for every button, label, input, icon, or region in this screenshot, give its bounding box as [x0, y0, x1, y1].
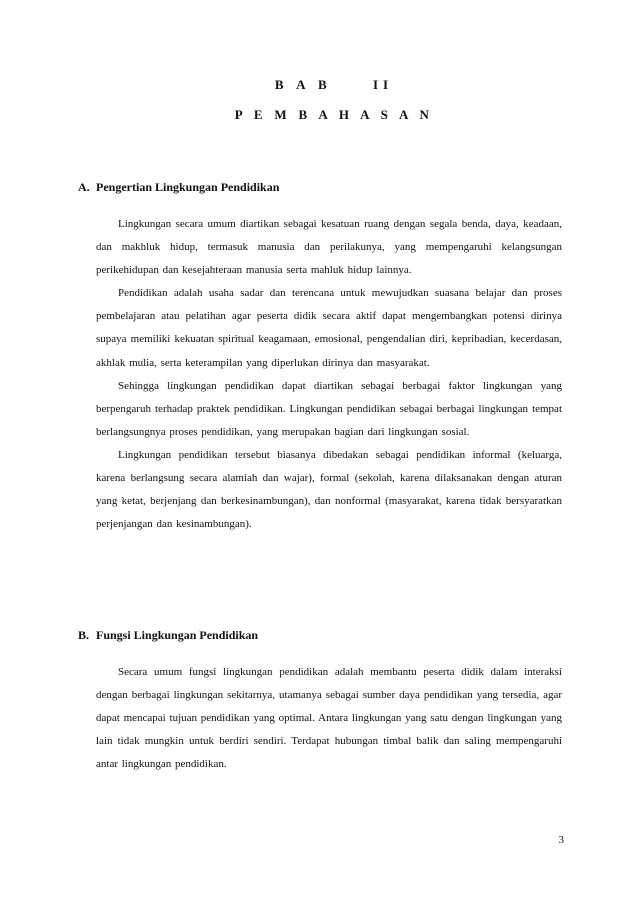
chapter-title: P E M B A H A S A N: [234, 107, 434, 122]
section-heading-text: Pengertian Lingkungan Pendidikan: [96, 180, 280, 194]
paragraph: Lingkungan secara umum diartikan sebagai kesatuan ruang dengan segala benda, daya, keadaan, dan makhluk hidup, termasuk manusia dan perilakunya, yang mempengaruhi kelangsungan perikehidupan dan kesejahteraan manusia serta mahluk hidup lainnya.: [96, 218, 562, 277]
paragraph: Sehingga lingkungan pendidikan dapat diartikan sebagai berbagai faktor lingkungan yang berpengaruh terhadap praktek pendidikan. Lingkungan pendidikan sebagai berbagai lingkungan tempat berlangsungnya proses pendidikan, yang merupakan bagian dari lingkungan sosial.: [96, 379, 562, 438]
paragraph: Lingkungan pendidikan tersebut biasanya dibedakan sebagai pendidikan informal (keluarga, karena berlangsung secara alamiah dan wajar), formal (sekolah, karena dilaksanakan dengan aturan yang ketat, berjenjang dan berkesinambungan), dan nonformal (masyarakat, karena tidak bersyaratkan perjenjangan dan kesinambungan).: [96, 448, 562, 531]
section-body: [96, 661, 562, 776]
section-heading: [78, 179, 562, 195]
section-letter: B.: [78, 628, 90, 642]
section-body: [96, 213, 562, 536]
page-number: 3: [558, 834, 564, 846]
section-pengertian: [78, 179, 562, 536]
section-heading-text: Fungsi Lingkungan Pendidikan: [96, 628, 259, 642]
chapter-header: [0, 76, 638, 124]
paragraph: Secara umum fungsi lingkungan pendidikan adalah membantu peserta didik dalam interaksi dengan berbagai lingkungan sekitarnya, utamanya sebagai sumber daya pendidikan yang tersedia, agar dapat mencapai tujuan pendidikan yang optimal. Antara lingkungan yang satu dengan lingkungan yang lain tidak mungkin untuk berdiri sendiri. Terdapat hubungan timbal balik dan saling mempengaruhi antar lingkungan pendidikan.: [96, 666, 562, 771]
paragraph: Pendidikan adalah usaha sadar dan terencana untuk mewujudkan suasana belajar dan proses pembelajaran atau pelatihan agar peserta didik secara aktif dapat mengembangkan potensi dirinya supaya memiliki kekuatan spiritual keagamaan, emosional, pengendalian diri, kepribadian, kecerdasan, akhlak mulia, serta keterampilan yang diperlukan dirinya dan masyarakat.: [96, 287, 562, 369]
section-fungsi: [78, 627, 562, 776]
chapter-label: B A B II: [274, 77, 394, 92]
section-letter: A.: [78, 180, 90, 194]
section-heading: [78, 627, 562, 643]
